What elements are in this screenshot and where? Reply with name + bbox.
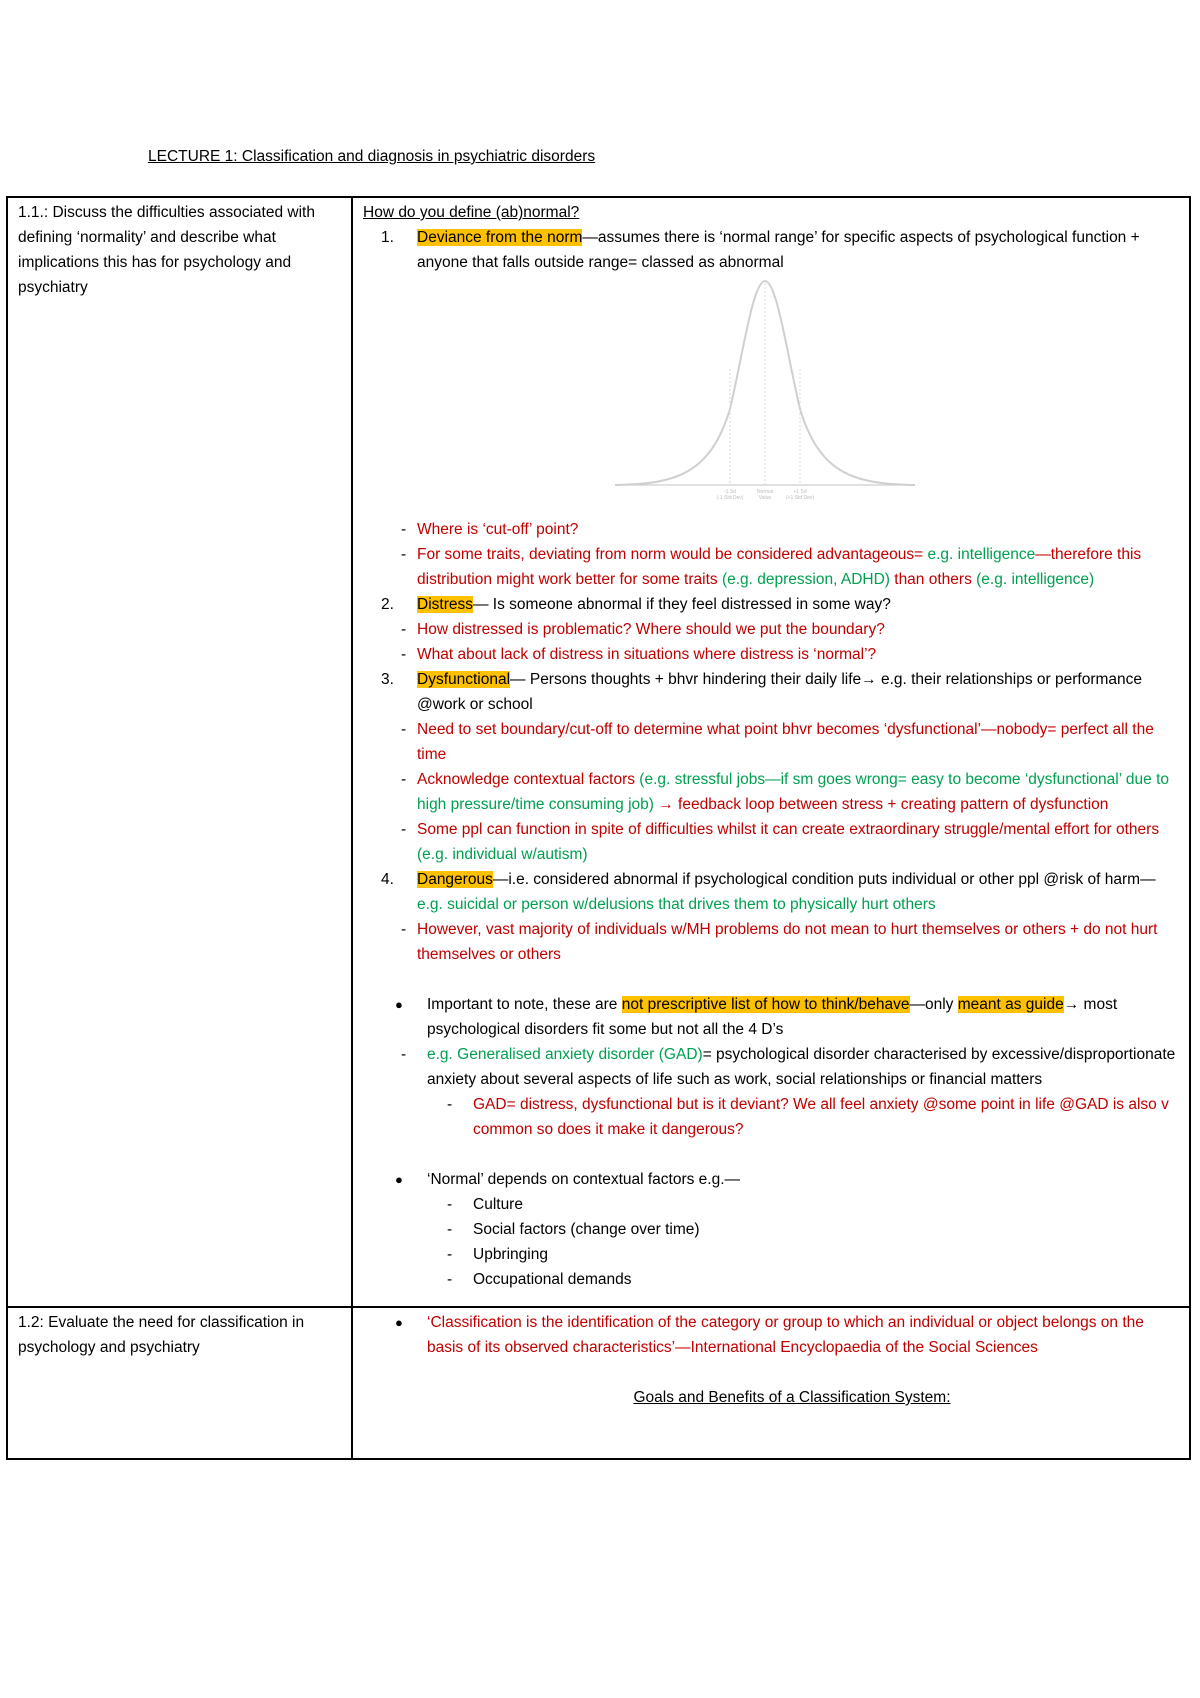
highlight-term: not prescriptive list of how to think/behave [621, 996, 910, 1013]
list-item [363, 592, 1181, 617]
example-text: e.g. Generalised anxiety disorder (GAD) [427, 1046, 703, 1063]
content-cell [352, 197, 1190, 1307]
table-row [7, 1307, 1190, 1459]
list-item [363, 667, 1181, 717]
list-text: — Persons thoughts + bhvr hindering their daily life→ e.g. their relationships or performance @work or school [417, 671, 1142, 713]
list-item [363, 642, 1181, 667]
dash-bullet: - [401, 546, 407, 563]
filled-circle-bullet-icon: ● [395, 1315, 403, 1330]
dash-bullet: - [401, 521, 407, 538]
dash-bullet: - [401, 921, 407, 938]
filled-circle-bullet-icon: ● [395, 1172, 403, 1187]
dash-bullet: - [447, 1221, 453, 1238]
bullet-text: than others [889, 571, 977, 588]
list-item [363, 1242, 1181, 1267]
bullet-text: → most psychological disorders fit some but not all the 4 D’s [427, 996, 1118, 1038]
example-text: e.g. intelligence [927, 546, 1036, 563]
plus-sd-label: +1 Sd [793, 489, 807, 495]
bullet-text: How distressed is problematic? Where should we put the boundary? [417, 621, 885, 638]
objective-text: 1.1.: Discuss the difficulties associated with defining ‘normality’ and describe what implications this has for psychology and psychiatry [18, 204, 315, 296]
list-item [363, 1310, 1181, 1360]
filled-circle-bullet-icon: ● [395, 997, 403, 1012]
svg-text:(+1 Std Dev): (+1 Std Dev) [785, 495, 815, 501]
notes-table [6, 196, 1191, 1460]
example-text: (e.g. stressful jobs—if sm goes wrong= easy to become ‘dysfunctional’ due to high pressure/time consuming job) [417, 771, 1169, 813]
bullet-text: —only [909, 996, 958, 1013]
list-number: 3. [381, 671, 394, 688]
list-item [363, 1217, 1181, 1242]
objective-text: 1.2: Evaluate the need for classification in psychology and psychiatry [18, 1314, 305, 1356]
list-item [363, 1042, 1181, 1092]
mean-label: Normal [756, 489, 774, 495]
list-item [363, 225, 1181, 275]
list-item [363, 1267, 1181, 1292]
list-text: — Is someone abnormal if they feel distressed in some way? [472, 596, 891, 613]
example-text: e.g. suicidal or person w/delusions that drives them to physically hurt others [417, 896, 936, 913]
dash-bullet: - [401, 821, 407, 838]
example-text: (e.g. intelligence) [976, 571, 1095, 588]
objective-cell [7, 1307, 352, 1459]
list-item [363, 767, 1181, 817]
bullet-text: Important to note, these are [427, 996, 622, 1013]
list-item [363, 917, 1181, 967]
section-heading: Goals and Benefits of a Classification System: [633, 1389, 951, 1406]
bullet-text: —therefore this distribution might work better for some traits [417, 546, 1142, 588]
dash-bullet: - [401, 721, 407, 738]
bullet-text: Social factors (change over time) [473, 1221, 700, 1238]
svg-text:Value: Value [758, 495, 772, 501]
list-text: —assumes there is ‘normal range’ for specific aspects of psychological function + anyone that falls outside range= classed as abnormal [417, 229, 1140, 271]
bullet-text: Occupational demands [473, 1271, 632, 1288]
bullet-text: Some ppl can function in spite of difficulties whilst it can create extraordinary struggle/mental effort for others [417, 821, 1160, 838]
page-title: LECTURE 1: Classification and diagnosis in psychiatric disorders [148, 148, 596, 165]
objective-cell [7, 197, 352, 1307]
list-item [363, 1192, 1181, 1217]
bullet-text: = psychological disorder characterised by excessive/disproportionate anxiety about several aspects of life such as work, social relationships or financial matters [427, 1046, 1176, 1088]
bullet-text: → feedback loop between stress + creating pattern of dysfunction [653, 796, 1109, 813]
list-item [363, 717, 1181, 767]
highlight-term: Dangerous [417, 871, 493, 888]
list-item [363, 867, 1181, 917]
section-heading: How do you define (ab)normal? [363, 204, 580, 221]
highlight-term: Deviance from the norm [417, 229, 583, 246]
list-item [363, 517, 1181, 542]
bullet-text: Culture [473, 1196, 523, 1213]
bullet-text: Where is ‘cut-off’ point? [417, 521, 579, 538]
list-item [363, 992, 1181, 1042]
bell-curve-figure [615, 279, 915, 501]
bullet-text: However, vast majority of individuals w/MH problems do not mean to hurt themselves or others + do not hurt themselves or others [417, 921, 1158, 963]
list-item [363, 817, 1181, 867]
list-number: 2. [381, 596, 394, 613]
highlight-term: Dysfunctional [417, 671, 511, 688]
dash-bullet: - [447, 1271, 453, 1288]
bullet-text: For some traits, deviating from norm would be considered advantageous= [417, 546, 928, 563]
dash-bullet: - [401, 1046, 407, 1063]
bullet-text: GAD= distress, dysfunctional but is it deviant? We all feel anxiety @some point in life @GAD is also v common so does it make it dangerous? [473, 1096, 1169, 1138]
list-item [363, 542, 1181, 592]
dash-bullet: - [401, 771, 407, 788]
dash-bullet: - [447, 1246, 453, 1263]
example-text: (e.g. depression, ADHD) [721, 571, 890, 588]
bullet-text: Need to set boundary/cut-off to determine what point bhvr becomes ‘dysfunctional’—nobody= perfect all the time [417, 721, 1154, 763]
bullet-text: Upbringing [473, 1246, 548, 1263]
highlight-term: meant as guide [957, 996, 1064, 1013]
list-item [363, 1167, 1181, 1192]
list-number: 4. [381, 871, 394, 888]
list-text: —i.e. considered abnormal if psychological condition puts individual or other ppl @risk of harm— [492, 871, 1156, 888]
quote-text: ‘Classification is the identification of the category or group to which an individual or object belongs on the basis of its observed characteristics’—International Encyclopaedia of the Social Sciences [427, 1314, 1144, 1356]
list-item [363, 1092, 1181, 1142]
list-number: 1. [381, 229, 394, 246]
dash-bullet: - [401, 646, 407, 663]
example-text: (e.g. individual w/autism) [417, 846, 588, 863]
table-row [7, 197, 1190, 1307]
dash-bullet: - [401, 621, 407, 638]
minus-sd-label: -1 Sd [724, 489, 736, 495]
list-item [363, 617, 1181, 642]
dash-bullet: - [447, 1196, 453, 1213]
content-cell [352, 1307, 1190, 1459]
svg-text:(-1 Std Dev): (-1 Std Dev) [716, 495, 744, 501]
bullet-text: Acknowledge contextual factors [417, 771, 640, 788]
bullet-text: What about lack of distress in situations where distress is ‘normal’? [417, 646, 877, 663]
bullet-text: ‘Normal’ depends on contextual factors e.g.— [427, 1171, 741, 1188]
dash-bullet: - [447, 1096, 453, 1113]
highlight-term: Distress [417, 596, 473, 613]
